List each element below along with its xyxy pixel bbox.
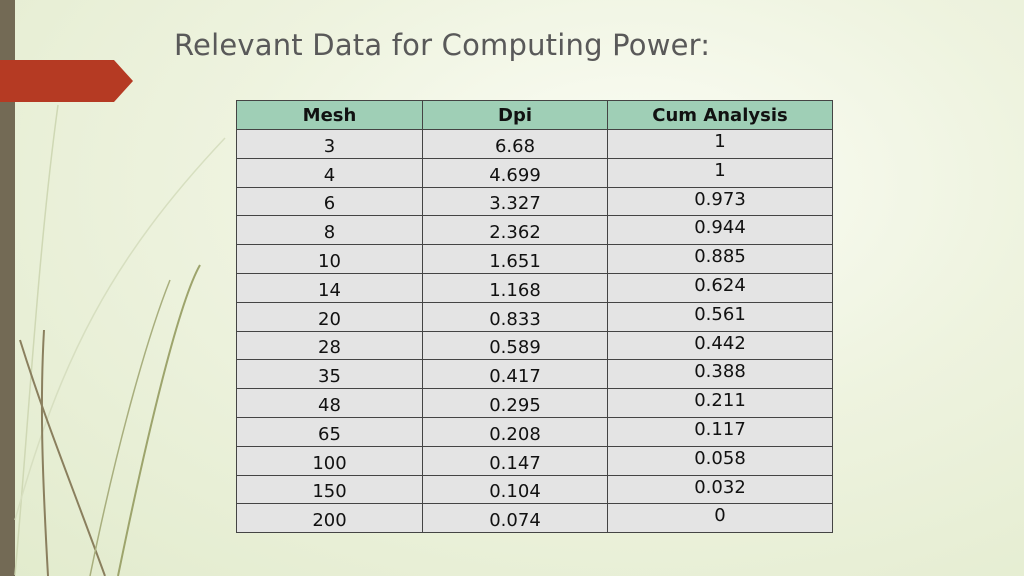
cell-cum: 0.561 <box>608 302 833 331</box>
cell-cum: 0 <box>608 504 833 533</box>
table-row <box>237 360 833 389</box>
cell-dpi: 0.589 <box>423 331 608 360</box>
cell-cum: 1 <box>608 130 833 159</box>
cell-dpi: 0.074 <box>423 504 608 533</box>
table-row <box>237 331 833 360</box>
table-row <box>237 158 833 187</box>
table-row <box>237 446 833 475</box>
cell-mesh: 65 <box>237 417 423 446</box>
cell-mesh: 4 <box>237 158 423 187</box>
cell-cum: 0.885 <box>608 245 833 274</box>
table-row <box>237 504 833 533</box>
page-title: Relevant Data for Computing Power: <box>174 28 711 62</box>
table-row <box>237 187 833 216</box>
cell-mesh: 150 <box>237 475 423 504</box>
table-row <box>237 245 833 274</box>
cell-dpi: 3.327 <box>423 187 608 216</box>
cell-cum: 0.032 <box>608 475 833 504</box>
title-accent-tab <box>0 60 133 102</box>
cell-mesh: 20 <box>237 302 423 331</box>
cell-cum: 0.624 <box>608 273 833 302</box>
cell-cum: 0.117 <box>608 417 833 446</box>
header-mesh: Mesh <box>237 101 423 130</box>
table-row <box>237 302 833 331</box>
header-cum-analysis: Cum Analysis <box>608 101 833 130</box>
cell-mesh: 35 <box>237 360 423 389</box>
cell-mesh: 14 <box>237 273 423 302</box>
cell-mesh: 8 <box>237 216 423 245</box>
table-body <box>237 130 833 533</box>
cell-cum: 0.058 <box>608 446 833 475</box>
cell-cum: 0.211 <box>608 389 833 418</box>
cell-cum: 0.388 <box>608 360 833 389</box>
cell-dpi: 1.168 <box>423 273 608 302</box>
cell-dpi: 0.147 <box>423 446 608 475</box>
cell-cum: 0.442 <box>608 331 833 360</box>
cell-dpi: 0.104 <box>423 475 608 504</box>
cell-cum: 0.973 <box>608 187 833 216</box>
cell-mesh: 200 <box>237 504 423 533</box>
cell-dpi: 4.699 <box>423 158 608 187</box>
table-row <box>237 273 833 302</box>
table-row <box>237 216 833 245</box>
table-row <box>237 389 833 418</box>
cell-dpi: 0.833 <box>423 302 608 331</box>
table-row <box>237 475 833 504</box>
cell-dpi: 6.68 <box>423 130 608 159</box>
mesh-data-table <box>236 100 833 533</box>
cell-dpi: 0.208 <box>423 417 608 446</box>
cell-cum: 0.944 <box>608 216 833 245</box>
table-row <box>237 130 833 159</box>
cell-mesh: 100 <box>237 446 423 475</box>
cell-dpi: 2.362 <box>423 216 608 245</box>
cell-mesh: 10 <box>237 245 423 274</box>
cell-dpi: 0.417 <box>423 360 608 389</box>
cell-mesh: 28 <box>237 331 423 360</box>
cell-mesh: 6 <box>237 187 423 216</box>
header-dpi: Dpi <box>423 101 608 130</box>
cell-cum: 1 <box>608 158 833 187</box>
cell-mesh: 3 <box>237 130 423 159</box>
cell-dpi: 1.651 <box>423 245 608 274</box>
cell-mesh: 48 <box>237 389 423 418</box>
table-row <box>237 417 833 446</box>
table-header-row <box>237 101 833 130</box>
cell-dpi: 0.295 <box>423 389 608 418</box>
